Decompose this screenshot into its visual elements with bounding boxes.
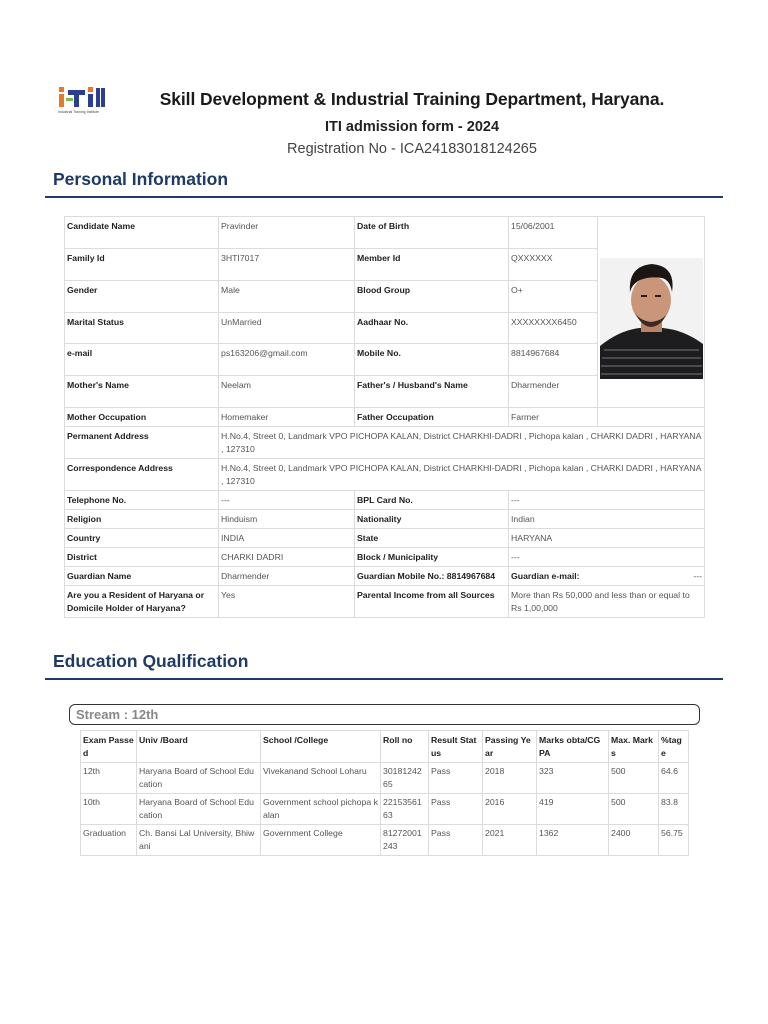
value-resident: Yes	[219, 586, 355, 618]
edu-cell: Government College	[261, 825, 381, 856]
edu-cell: 500	[609, 763, 659, 794]
label: Gender	[65, 281, 219, 313]
label: Family Id	[65, 249, 219, 281]
table-row	[81, 763, 689, 794]
label: Member Id	[355, 249, 509, 281]
value-correspondence-address: H.No.4, Street 0, Landmark VPO PICHOPA KALAN, District CHARKHI-DADRI , Pichopa kalan , CHARKI DADRI , HARYANA , 127310	[219, 459, 705, 491]
label: Blood Group	[355, 281, 509, 313]
edu-cell: 2021	[483, 825, 537, 856]
label: BPL Card No.	[355, 491, 509, 510]
edu-column-header: Marks obta/CGPA	[537, 731, 609, 763]
edu-column-header: Max. Marks	[609, 731, 659, 763]
edu-cell: 323	[537, 763, 609, 794]
label: State	[355, 529, 509, 548]
value-email: ps163206@gmail.com	[219, 344, 355, 376]
edu-cell: Haryana Board of School Education	[137, 763, 261, 794]
value-father-name: Dharmender	[509, 376, 598, 408]
label: Block / Municipality	[355, 548, 509, 567]
edu-cell: 56.75	[659, 825, 689, 856]
label: Guardian Mobile No.:	[357, 571, 445, 581]
table-row	[81, 794, 689, 825]
department-title: Skill Development & Industrial Training Department, Haryana.	[159, 89, 665, 109]
edu-cell: Vivekanand School Loharu	[261, 763, 381, 794]
label: Guardian Name	[65, 567, 219, 586]
guardian-mobile-cell	[355, 567, 509, 586]
guardian-email-cell	[509, 567, 705, 586]
edu-cell: Ch. Bansi Lal University, Bhiwani	[137, 825, 261, 856]
value-mobile: 8814967684	[509, 344, 598, 376]
label: Are you a Resident of Haryana or Domicile Holder of Haryana?	[65, 586, 219, 618]
label: Date of Birth	[355, 217, 509, 249]
label: Country	[65, 529, 219, 548]
label: Religion	[65, 510, 219, 529]
value-mother-occupation: Homemaker	[219, 408, 355, 427]
label: Aadhaar No.	[355, 313, 509, 344]
value-nationality: Indian	[509, 510, 705, 529]
personal-info-heading: Personal Information	[53, 169, 229, 189]
edu-column-header: School /College	[261, 731, 381, 763]
label: Father Occupation	[355, 408, 509, 427]
edu-cell: 83.8	[659, 794, 689, 825]
value-gender: Male	[219, 281, 355, 313]
value-income: More than Rs 50,000 and less than or equal to Rs 1,00,000	[509, 586, 705, 618]
label: Mobile No.	[355, 344, 509, 376]
value-mother-name: Neelam	[219, 376, 355, 408]
value-bpl: ---	[509, 491, 705, 510]
label: Permanent Address	[65, 427, 219, 459]
edu-cell: Government school pichopa kalan	[261, 794, 381, 825]
stream-label: Stream : 12th	[69, 704, 700, 725]
edu-cell: 3018124265	[381, 763, 429, 794]
edu-cell: 419	[537, 794, 609, 825]
label: Candidate Name	[65, 217, 219, 249]
value-member-id: QXXXXXX	[509, 249, 598, 281]
value-country: INDIA	[219, 529, 355, 548]
value-religion: Hinduism	[219, 510, 355, 529]
label: Father's / Husband's Name	[355, 376, 509, 408]
candidate-photo	[600, 258, 703, 379]
logo-caption: Industrial Training Institute	[58, 110, 99, 114]
label: Mother's Name	[65, 376, 219, 408]
edu-cell: 1362	[537, 825, 609, 856]
label: Telephone No.	[65, 491, 219, 510]
section-divider	[45, 678, 723, 680]
form-title: ITI admission form - 2024	[324, 119, 500, 135]
edu-column-header: Passing Year	[483, 731, 537, 763]
label: Parental Income from all Sources	[355, 586, 509, 618]
edu-cell: 500	[609, 794, 659, 825]
value-family-id: 3HTI7017	[219, 249, 355, 281]
label: Nationality	[355, 510, 509, 529]
edu-cell: Graduation	[81, 825, 137, 856]
edu-cell: 2016	[483, 794, 537, 825]
edu-column-header: Roll no	[381, 731, 429, 763]
edu-cell: Pass	[429, 825, 483, 856]
edu-cell: Pass	[429, 794, 483, 825]
value-telephone: ---	[219, 491, 355, 510]
label: Correspondence Address	[65, 459, 219, 491]
edu-cell: 2215356163	[381, 794, 429, 825]
photo-cell	[598, 217, 705, 408]
edu-cell: 12th	[81, 763, 137, 794]
value-state: HARYANA	[509, 529, 705, 548]
edu-cell: 81272001243	[381, 825, 429, 856]
label: e-mail	[65, 344, 219, 376]
edu-cell: 2018	[483, 763, 537, 794]
label: Guardian e-mail:	[511, 571, 580, 581]
education-heading: Education Qualification	[53, 651, 249, 671]
label: District	[65, 548, 219, 567]
label: Mother Occupation	[65, 408, 219, 427]
edu-column-header: %tage	[659, 731, 689, 763]
value-father-occupation: Farmer	[509, 408, 598, 427]
value-blood-group: O+	[509, 281, 598, 313]
empty-cell	[598, 408, 705, 427]
edu-cell: Pass	[429, 763, 483, 794]
personal-info-table	[64, 216, 705, 618]
edu-column-header: Univ /Board	[137, 731, 261, 763]
value-dob: 15/06/2001	[509, 217, 598, 249]
edu-cell: 10th	[81, 794, 137, 825]
edu-cell: 2400	[609, 825, 659, 856]
value-marital-status: UnMarried	[219, 313, 355, 344]
value-district: CHARKI DADRI	[219, 548, 355, 567]
value-guardian-mobile: 8814967684	[446, 571, 496, 581]
edu-column-header: Result Status	[429, 731, 483, 763]
value-block: ---	[509, 548, 705, 567]
table-row	[81, 825, 689, 856]
value-aadhaar: XXXXXXXX6450	[509, 313, 598, 344]
registration-number: Registration No - ICA24183018124265	[287, 141, 537, 157]
value-guardian-email: ---	[693, 571, 702, 581]
value-permanent-address: H.No.4, Street 0, Landmark VPO PICHOPA KALAN, District CHARKHI-DADRI , Pichopa kalan , CHARKI DADRI , HARYANA , 127310	[219, 427, 705, 459]
value-candidate-name: Pravinder	[219, 217, 355, 249]
education-table	[80, 730, 689, 856]
edu-column-header: Exam Passed	[81, 731, 137, 763]
edu-cell: 64.6	[659, 763, 689, 794]
value-guardian-name: Dharmender	[219, 567, 355, 586]
section-divider	[45, 196, 723, 198]
label: Marital Status	[65, 313, 219, 344]
edu-cell: Haryana Board of School Education	[137, 794, 261, 825]
